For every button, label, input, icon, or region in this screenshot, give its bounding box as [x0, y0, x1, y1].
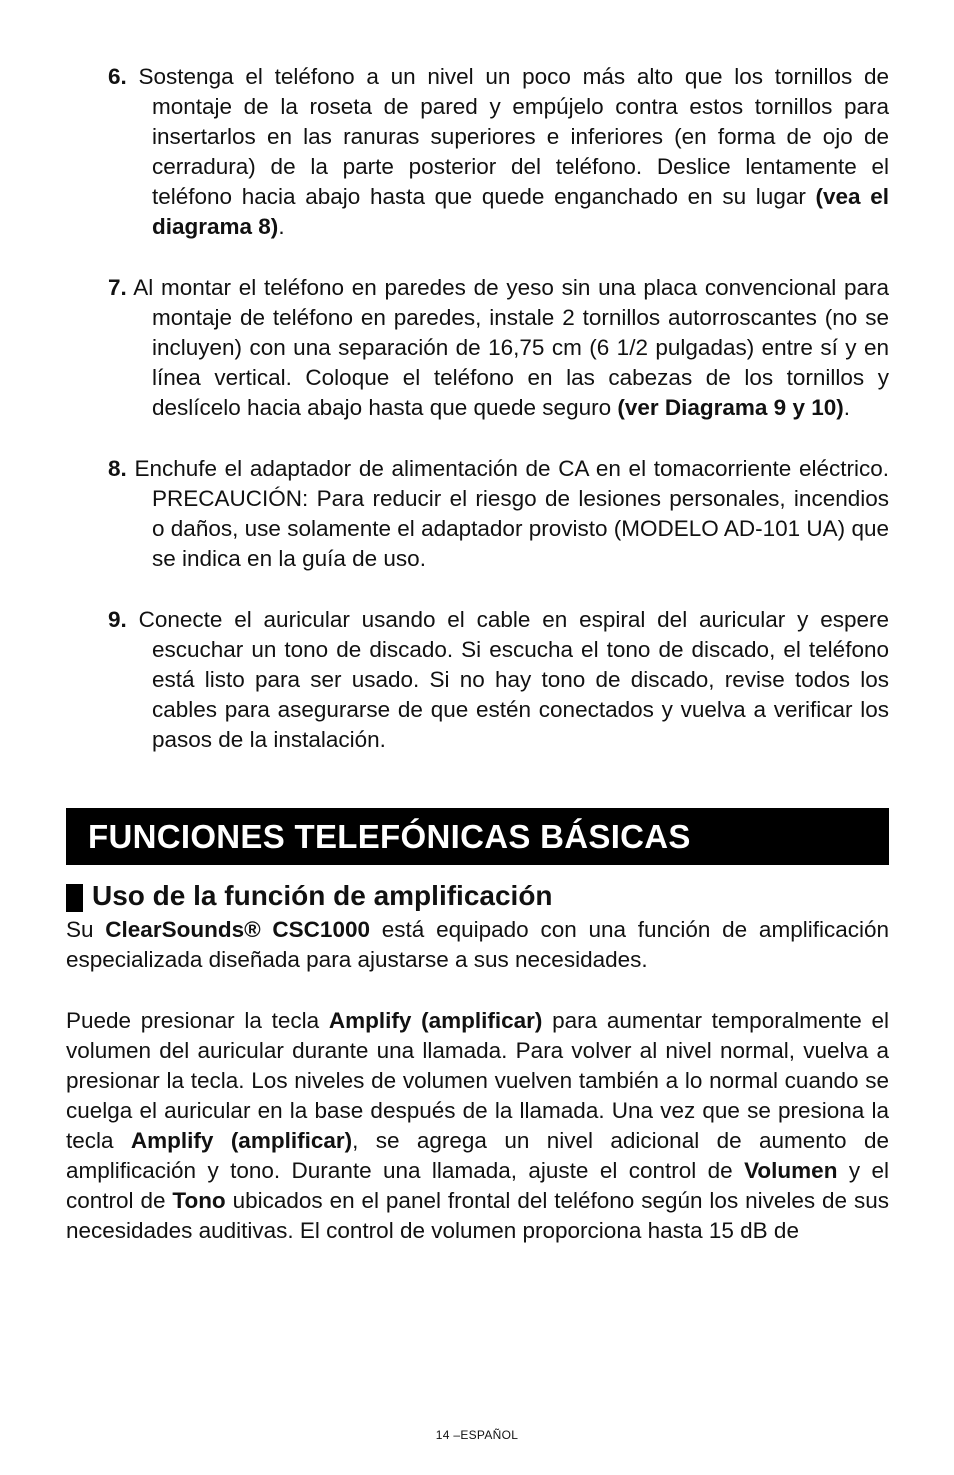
step-text-end: .	[278, 214, 285, 239]
step-text-end: .	[843, 395, 850, 420]
installation-steps	[108, 62, 889, 786]
section-subtitle	[66, 878, 889, 914]
subtitle-text: Uso de la función de amplificación	[92, 880, 553, 911]
text-run: y el control de	[66, 1158, 889, 1213]
step-number: 8.	[108, 456, 127, 481]
step-text: Sostenga el teléfono a un nivel un poco más alto que los tornillos de montaje de la roseta de pared y empújelo contra estos tornillos para insertarlos en las ranuras superiores e inferiores (en forma de ojo de cerradura) de la parte posterior del teléfono. Deslice lentamente el teléfono hacia abajo hasta que quede enganchado en su lugar	[138, 64, 889, 209]
step-number: 9.	[108, 607, 127, 632]
step-text: Al montar el teléfono en paredes de yeso sin una placa convencional para montaje de teléfono en paredes, instale 2 tornillos autorroscantes (no se incluyen) con una separación de 16,75 cm (6 1/2 pulgadas) entre sí y en línea vertical. Coloque el teléfono en las cabezas de los tornillos y deslícelo hacia abajo hasta que quede seguro	[133, 275, 889, 420]
step-text: Enchufe el adaptador de alimentación de CA en el tomacorriente eléctrico. PRECAUCIÓN: Para reducir el riesgo de lesiones personales, incendios o daños, use solamente el adaptador provisto (MODELO AD-101 UA) que se indica en la guía de uso.	[134, 456, 889, 571]
product-name: ClearSounds® CSC1000	[105, 917, 370, 942]
step-text: Conecte el auricular usando el cable en espiral del auricular y espere escuchar un tono de discado. Si escucha el tono de discado, el teléfono está listo para ser usado. Si no hay tono de discado, revise todos los cables para asegurarse de que estén conectados y vuelva a verificar los pasos de la instalación.	[138, 607, 889, 752]
tone-control-label: Tono	[172, 1188, 226, 1213]
intro-paragraph	[66, 915, 889, 975]
section-body	[66, 915, 889, 1277]
step-reference: (ver Diagrama 9 y 10)	[617, 395, 844, 420]
text-run: está equipado con una función de amplificación especializada diseñada para ajustarse a sus necesidades.	[66, 917, 889, 972]
step-8	[108, 454, 889, 574]
step-number: 7.	[108, 275, 127, 300]
text-run: para aumentar temporalmente el volumen del auricular durante una llamada. Para volver al nivel normal, vuelva a presionar la tecla. Los niveles de volumen vuelven también a lo normal cuando se cuelga el auricular en la base después de la llamada. Una vez que se presiona la tecla	[66, 1008, 889, 1153]
text-run: , se agrega un nivel adicional de aumento de amplificación y tono. Durante una llamada, ajuste el control de	[66, 1128, 889, 1183]
step-number: 6.	[108, 64, 127, 89]
step-6	[108, 62, 889, 242]
amplify-key-label: Amplify (amplificar)	[130, 1128, 353, 1153]
text-run: Puede presionar la tecla	[66, 1008, 329, 1033]
amplify-paragraph	[66, 1006, 889, 1246]
amplify-key-label: Amplify (amplificar)	[328, 1008, 543, 1033]
square-bullet-icon	[66, 884, 83, 912]
step-9	[108, 605, 889, 755]
step-7	[108, 273, 889, 423]
step-reference: (vea el diagrama 8)	[152, 184, 889, 239]
text-run: ubicados en el panel frontal del teléfono según los niveles de sus necesidades auditivas. El control de volumen proporciona hasta 15 dB de	[66, 1188, 889, 1243]
text-run: Su	[66, 917, 106, 942]
section-title-banner: FUNCIONES TELEFÓNICAS BÁSICAS	[66, 808, 889, 865]
volume-control-label: Volumen	[744, 1158, 838, 1183]
page-number: 14 –ESPAÑOL	[435, 1428, 519, 1442]
